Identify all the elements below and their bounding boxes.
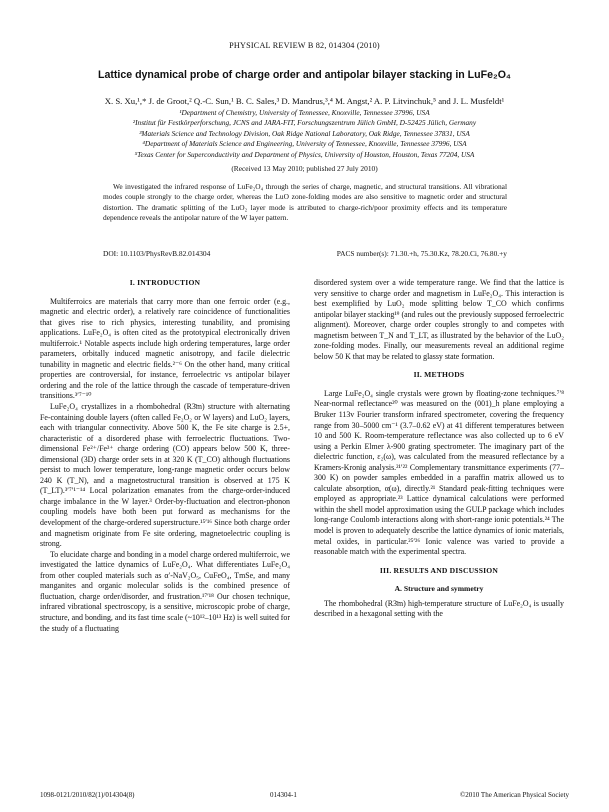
- subsection-heading: A. Structure and symmetry: [394, 584, 484, 594]
- paper-title: Lattice dynamical probe of charge order and antipolar bilayer stacking in LuFe₂O₄: [97, 69, 511, 81]
- paragraph: LuFe₂O₄ crystallizes in a rhombohedral (R3̄m) structure with alternating Fe-containing double layers (often called Fe₂O₂ or W layers) and LuO₂ layers, each with triangular connectivity. Above 500 K, the Fe site charge is 2.5+, characteristic of a disordered phase with ferroelectric fluctuations. Two-dimensional Fe²⁺/Fe³⁺ charge ordering (CO) appears below 500 K, three-dimensional (3D) charge order sets in at 320 K (T_CO) although fluctuations persist to much lower temperature, long-range magnetic order occurs below 240 K (T_N), and a magnetostructural transition is observed at 175 K (T_LT).³ʹ⁷ʹ¹⁻¹⁴ Local polarization emanates from the charge-order-induced charge imbalance in the W layer.³ Order-by-fluctuation and electron-phonon coupling models have both been put forward as mechanisms for the development of the charge-ordered superstructure.¹⁵ʹ¹⁶ Since both charge order and magnetism originate from Fe site ordering, magnetoelectric coupling is strong.: [40, 402, 290, 549]
- running-head: PHYSICAL REVIEW B 82, 014304 (2010): [229, 41, 380, 50]
- left-column: [40, 278, 290, 634]
- paragraph: To elucidate charge and bonding in a model charge ordered multiferroic, we investigated the lattice dynamics of LuFe₂O₄. What differentiates LuFe₂O₄ from other coupled materials such as α′-NaV₂O₅, CuFeO₄, TmSe, and many manganites and organic molecular solids is the combined presence of fluctuation, charge order/disorder, and frustration.¹⁷ʹ¹⁸ Our chosen technique, infrared vibrational spectroscopy, is a sensitive, microscopic probe of charge, structure, and bonding, and its fast time scale (~10¹²–10¹³ Hz) is well suited for the study of a fluctuating: [40, 549, 290, 633]
- author-list: X. S. Xu,¹,* J. de Groot,² Q.-C. Sun,¹ B. C. Sales,³ D. Mandrus,³,⁴ M. Angst,² A. P. Litvinchuk,⁵ and J. L. Musfeldt¹: [104, 96, 505, 106]
- copyright: ©2010 The American Physical Society: [459, 791, 569, 799]
- paragraph: The rhombohedral (R3̄m) high-temperature structure of LuFe₂O₄ is usually described in a hexagonal setting with the: [314, 598, 564, 619]
- affiliation: ⁴Department of Materials Science and Engineering, University of Tennessee, Knoxville, Tennessee 37996, USA: [142, 139, 467, 149]
- paragraph: Large LuFe₂O₄ single crystals were grown by floating-zone techniques.⁷ʹ⁸ Near-normal reflectance²⁰ was measured on the (001)_h plane employing a Bruker 113v Fourier transform infrared spectrometer, covering the frequency range from 30–5000 cm⁻¹ (3.7–0.62 eV) at 41 different temperatures between 10 and 500 K. Room-temperature reflectance was also collected up to 6 eV using a Perkin Elmer λ-900 grating spectrometer. The imaginary part of the dielectric function, ε₂(ω), was calculated from the measured reflectance by a Kramers-Kronig analysis.²¹ʹ²² Complementary transmittance experiments (77–300 K) on powder samples embedded in a paraffin matrix allowed us to calculate absorption, α(ω), directly.²¹ Standard peak-fitting techniques were employed as appropriate.²³ Lattice dynamical calculations were performed within the shell model approximation using the GULP package which includes long-range Coulomb interactions along with short-range ionic potentials.²⁴ The model is proven to adequately describe the lattice dynamics of ionic materials, metal oxides, in particular.²⁵ʹ²⁶ Ionic valence was varied to provide a reasonable match with the experimental spectra.: [314, 388, 564, 557]
- section-heading-introduction: I. INTRODUCTION: [129, 278, 201, 287]
- doi-link[interactable]: DOI: 10.1103/PhysRevB.82.014304: [103, 249, 211, 258]
- abstract: We investigated the infrared response of LuFe₂O₄ through the series of charge, magnetic, and structural transitions. All vibrational modes couple strongly to the charge order, whereas the LuO zone-folding modes are also sensitive to magnetic order and structural distortion. The dramatic splitting of the LuO₂ layer mode is attributed to charge-rich/poor proximity effects and its temperature dependence reveals the antipolar nature of the W layer pattern.: [103, 182, 507, 222]
- section-heading-methods: II. METHODS: [413, 370, 465, 380]
- affiliation: ³Materials Science and Technology Division, Oak Ridge National Laboratory, Oak Ridge, Tennessee 37831, USA: [139, 128, 470, 138]
- pacs-numbers: PACS number(s): 71.30.+h, 75.30.Kz, 78.20.Ci, 76.80.+y: [336, 249, 507, 258]
- affiliation: ⁵Texas Center for Superconductivity and Department of Physics, University of Houston, Houston, Texas 77204, USA: [134, 149, 475, 159]
- affiliation: ²Institut für Festkörperforschung, JCNS and JARA-FIT, Forschungszentrum Jülich GmbH, D-52425 Jülich, Germany: [132, 118, 477, 128]
- footer-code: 1098-0121/2010/82(1)/014304(8): [40, 791, 135, 799]
- doi-pacs-line: [103, 249, 507, 258]
- section-heading-results: III. RESULTS AND DISCUSSION: [379, 565, 499, 575]
- received-dates: (Received 13 May 2010; published 27 July 2010): [231, 164, 378, 173]
- page-number: 014304-1: [270, 791, 297, 799]
- affiliation-list: [40, 108, 569, 160]
- affiliation: ¹Department of Chemistry, University of Tennessee, Knoxville, Tennessee 37996, USA: [179, 108, 430, 117]
- right-column: [314, 278, 564, 620]
- paragraph: Multiferroics are materials that carry more than one ferroic order (e.g., magnetic and electric order), a relatively rare coincidence of functionalities that gives rise to rich physics, interesting tunability, and promising applications. LuFe₂O₄ is often cited as the prototypical electronically driven multiferroic.¹ Notable aspects include high ordering temperatures, large order parameters, orbitally induced magnetic anisotropy, and facile dielectric tunability in magnetic and electric fields.²⁻⁶ On the other hand, many critical properties are controversial, for instance, ferroelectric vs antipolar bilayer ordering and the role of the lattice through the cascade of temperature-driven transitions.³ʹ⁷⁻¹⁰: [40, 296, 290, 401]
- paragraph: disordered system over a wide temperature range. We find that the lattice is very sensitive to charge order and magnetism in LuFe₂O₄. This interaction is best exemplified by LuO₂ mode splitting below T_CO which confirms antipolar bilayer stacking¹⁹ (and rules out the previously supposed ferroelectric alignment). Moreover, charge order couples strongly to and competes with magnetism between T_N and T_LT, as illustrated by the behavior of the LuO₂ zone-folding modes. Finally, our measurements reveal an additional regime below 50 K that may be related to glassy state formation.: [314, 278, 564, 361]
